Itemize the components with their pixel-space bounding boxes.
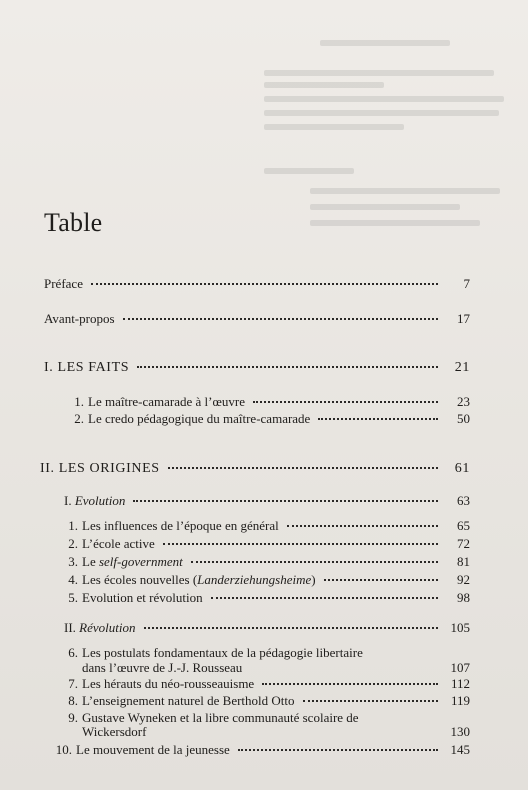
page-number: 112: [450, 676, 470, 691]
page-number: 63: [457, 493, 470, 508]
toc-chapter-2-ecole-active: [60, 536, 470, 552]
bleed-through-text: [250, 28, 520, 238]
dot-leader: [137, 365, 438, 368]
chapter-title-cont: Wickersdorf: [82, 724, 147, 739]
dot-leader: [211, 596, 438, 599]
dot-leader: [253, 400, 438, 403]
chapter-title-suffix: ): [311, 572, 316, 587]
chapter-number: 4.: [68, 572, 78, 587]
toc-section-label: [64, 620, 136, 636]
toc-chapter-label: [54, 742, 230, 758]
dot-leader: [123, 317, 438, 320]
toc-chapter-label: [60, 572, 316, 588]
toc-part-les-origines: [40, 461, 470, 477]
dot-leader: [318, 417, 438, 420]
chapter-title: Le maître-camarade à l’œuvre: [88, 394, 245, 409]
toc-section-evolution: [64, 493, 470, 509]
chapter-title: Le credo pédagogique du maître-camarade: [88, 411, 311, 426]
page-number: 23: [457, 394, 470, 409]
dot-leader: [250, 666, 438, 669]
toc-chapter-4-ecoles-nouvelles: [60, 572, 470, 588]
toc-chapter-3-self-government: [60, 554, 470, 570]
chapter-title-italic: self-government: [98, 554, 183, 569]
toc-chapter-9-line2: [82, 724, 470, 740]
page-number: 81: [457, 554, 470, 569]
page-number: 17: [457, 311, 470, 326]
section-prefix: I.: [64, 493, 72, 508]
toc-entry-label: Préface: [44, 276, 83, 291]
toc-chapter-label: [60, 676, 254, 692]
dot-leader: [238, 748, 438, 751]
chapter-number: 1.: [74, 394, 84, 409]
toc-chapter-6-line2: [82, 660, 470, 676]
chapter-number: 8.: [68, 693, 78, 708]
page-number: 107: [450, 660, 470, 675]
toc-part-heading: II. LES ORIGINES: [40, 461, 160, 476]
toc-chapter-label: [60, 693, 295, 709]
toc-section-revolution: [64, 620, 470, 636]
chapter-number: 2.: [68, 536, 78, 551]
chapter-number: 7.: [68, 676, 78, 691]
chapter-title: Evolution et révolution: [82, 590, 203, 605]
toc-chapter-label: [66, 394, 245, 410]
toc-entry-label: Avant-propos: [44, 311, 115, 326]
toc-entry-avant-propos: [44, 311, 470, 327]
chapter-number: 3.: [68, 554, 78, 569]
dot-leader: [191, 560, 438, 563]
page-number: 21: [454, 360, 470, 375]
toc-chapter-6-line1: [60, 645, 363, 661]
toc-chapter-label: [60, 518, 279, 534]
chapter-title-prefix: Le: [82, 554, 99, 569]
chapter-number: 9.: [68, 710, 78, 725]
toc-chapter-label: [60, 590, 203, 606]
page-number: 98: [457, 590, 470, 605]
section-title: Evolution: [74, 493, 126, 508]
page-number: 119: [450, 693, 470, 708]
toc-chapter-7-heraults: [60, 676, 470, 692]
page-number: 105: [450, 620, 470, 635]
toc-chapter-10-jeunesse: [54, 742, 470, 758]
chapter-number: 5.: [68, 590, 78, 605]
toc-chapter-8-otto: [60, 693, 470, 709]
section-title: Révolution: [79, 620, 136, 635]
chapter-title-cont: dans l’œuvre de J.-J. Rousseau: [82, 660, 243, 675]
dot-leader: [91, 282, 438, 285]
page-number: 72: [457, 536, 470, 551]
page-number: 145: [450, 742, 470, 757]
toc-part-les-faits: [44, 360, 470, 376]
dot-leader: [262, 682, 438, 685]
chapter-title: Les influences de l’époque en général: [82, 518, 279, 533]
chapter-title: Les postulats fondamentaux de la pédagogie libertaire: [82, 645, 363, 660]
chapter-title-prefix: Les écoles nouvelles (: [82, 572, 198, 587]
page-number: 65: [457, 518, 470, 533]
toc-chapter-1-influences: [60, 518, 470, 534]
chapter-title: Gustave Wyneken et la libre communauté scolaire de: [82, 710, 359, 725]
chapter-number: 6.: [68, 645, 78, 660]
chapter-title: Le mouvement de la jeunesse: [76, 742, 230, 757]
page-number: 50: [457, 411, 470, 426]
toc-chapter-label: [60, 536, 155, 552]
toc-chapter-label: [66, 411, 310, 427]
page-number: 92: [457, 572, 470, 587]
dot-leader: [163, 542, 438, 545]
chapter-title: Les hérauts du néo-rousseauisme: [82, 676, 255, 691]
chapter-number: 1.: [68, 518, 78, 533]
dot-leader: [154, 730, 438, 733]
dot-leader: [303, 699, 438, 702]
toc-part-heading: I. LES FAITS: [44, 360, 130, 375]
dot-leader: [287, 524, 438, 527]
page-title: Table: [44, 208, 103, 237]
dot-leader: [144, 626, 439, 629]
page-number: 130: [450, 724, 470, 739]
dot-leader: [168, 466, 438, 469]
dot-leader: [324, 578, 438, 581]
page-number: 7: [463, 276, 470, 291]
toc-section-label: [64, 493, 125, 509]
dot-leader: [133, 499, 438, 502]
chapter-number: 2.: [74, 411, 84, 426]
section-prefix: II.: [64, 620, 76, 635]
toc-chapter-5-evolution-revolution: [60, 590, 470, 606]
toc-entry-preface: [44, 276, 470, 292]
toc-chapter-label: [60, 554, 183, 570]
toc-chapter-2: [66, 411, 470, 427]
page-number: 61: [454, 461, 470, 476]
chapter-number: 10.: [55, 742, 72, 757]
chapter-title: L’enseignement naturel de Berthold Otto: [82, 693, 295, 708]
chapter-title-italic: Landerziehungsheime: [197, 572, 312, 587]
chapter-title: L’école active: [82, 536, 155, 551]
toc-chapter-1: [66, 394, 470, 410]
